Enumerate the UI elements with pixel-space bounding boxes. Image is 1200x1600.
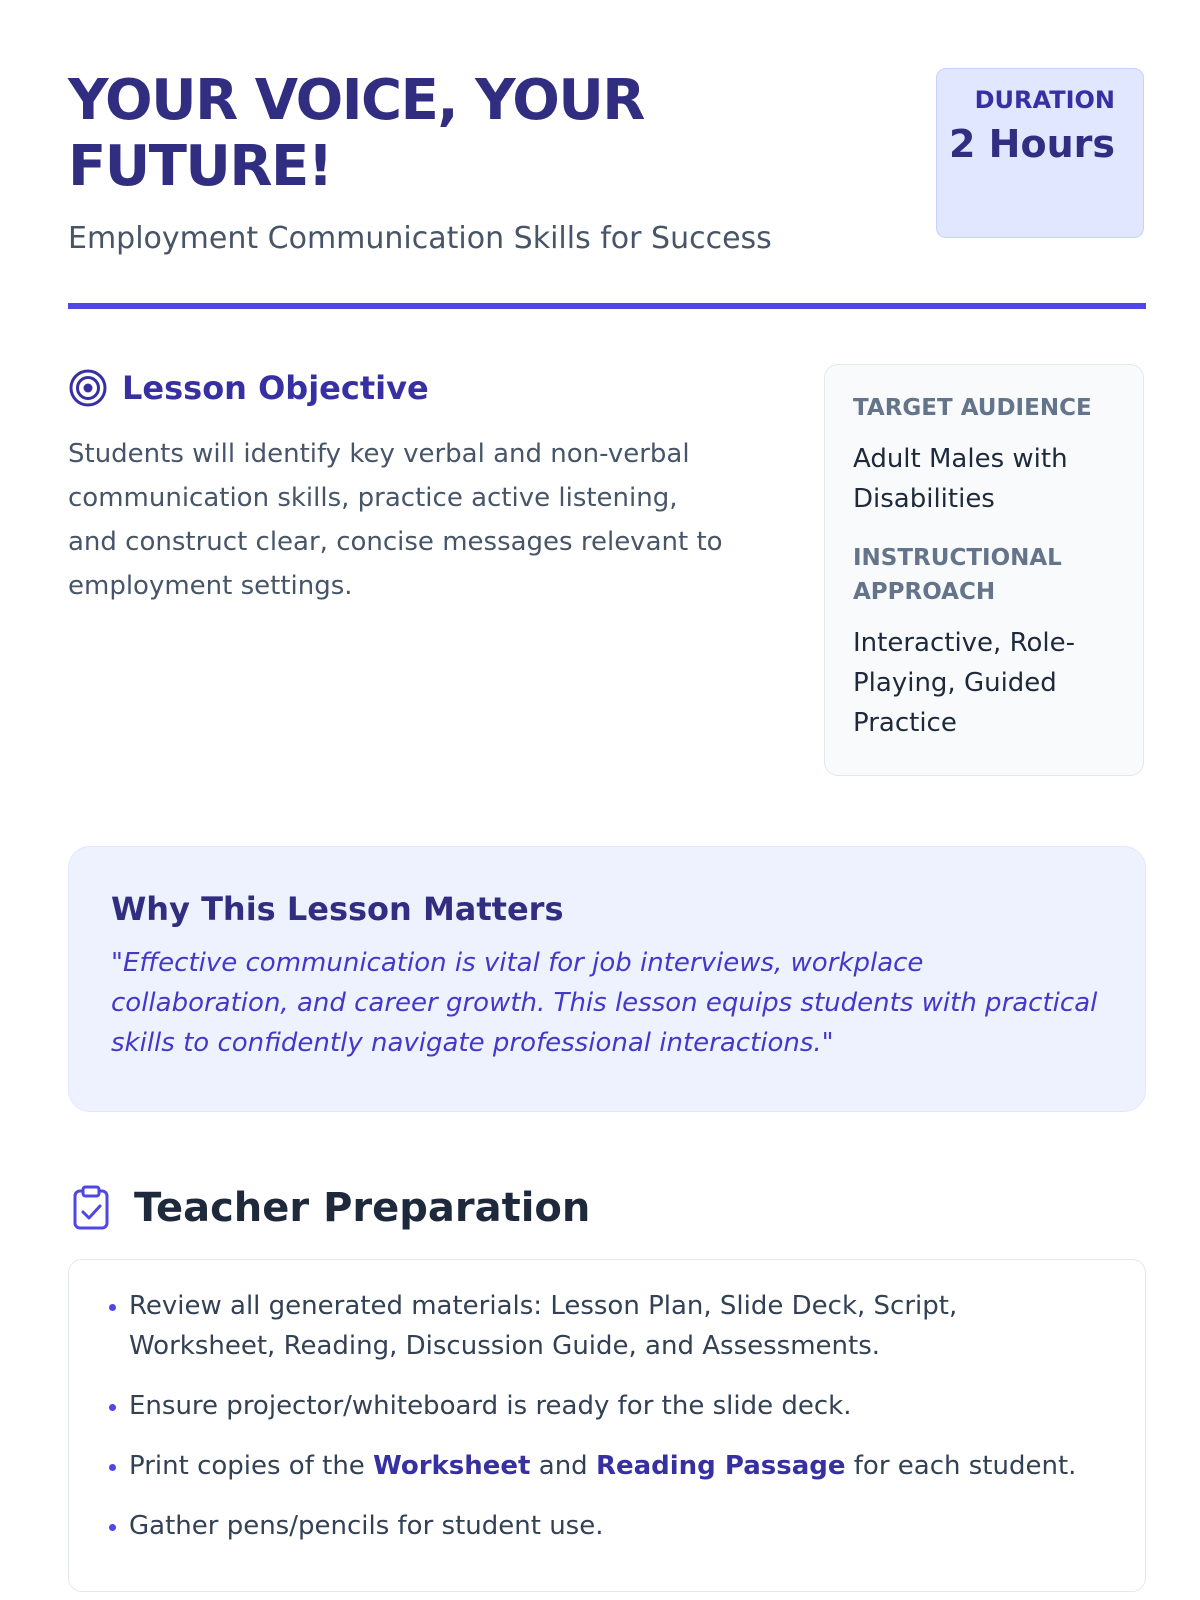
bullet-icon: [109, 1464, 116, 1471]
objective-section: [68, 364, 788, 608]
duration-badge: [936, 68, 1144, 238]
approach-label: INSTRUCTIONAL APPROACH: [853, 545, 1062, 605]
lesson-plan-page: [68, 0, 1146, 1541]
prep-item-text: Ensure projector/whiteboard is ready for the slide deck.: [129, 1391, 852, 1421]
prep-item-text-before: Print copies of the: [129, 1451, 374, 1481]
objective-heading: [68, 364, 788, 412]
prep-item-text-after: for each student.: [845, 1451, 1077, 1481]
why-title: Why This Lesson Matters: [111, 890, 564, 928]
target-icon: [68, 368, 108, 408]
teacher-prep-card: [68, 1259, 1146, 1592]
prep-item: [109, 1386, 1105, 1426]
prep-item-text: Gather pens/pencils for student use.: [129, 1511, 604, 1541]
bullet-icon: [109, 1404, 116, 1411]
prep-item: [109, 1506, 1105, 1546]
teacher-prep-heading: [68, 1180, 590, 1236]
header: [68, 0, 1146, 310]
audience-label: TARGET AUDIENCE: [853, 395, 1092, 421]
worksheet-highlight: Worksheet: [373, 1451, 531, 1481]
approach-value: Interactive, Role-Playing, Guided Practice: [853, 628, 1075, 738]
clipboard-check-icon: [68, 1185, 114, 1231]
teacher-prep-title: Teacher Preparation: [134, 1185, 591, 1231]
duration-value: 2 Hours: [949, 122, 1115, 166]
why-quote: "Effective communication is vital for job interviews, workplace collaboration, and career growth. This lesson equips students with practical skills to confidently navigate professional interactions.": [111, 948, 1098, 1058]
prep-item-text-and: and: [530, 1451, 596, 1481]
bullet-icon: [109, 1304, 116, 1311]
objective-title: Lesson Objective: [122, 369, 429, 407]
lesson-info-card: [824, 364, 1144, 776]
prep-item-text: Review all generated materials: Lesson Plan, Slide Deck, Script, Worksheet, Reading, Discussion Guide, and Assessments.: [129, 1291, 958, 1361]
bullet-icon: [109, 1524, 116, 1531]
reading-passage-highlight: Reading Passage: [595, 1451, 846, 1481]
prep-item: [109, 1446, 1105, 1486]
header-divider: [68, 303, 1146, 309]
page-title: YOUR VOICE, YOUR FUTURE!: [68, 68, 644, 199]
why-lesson-matters-box: [68, 846, 1146, 1112]
audience-value: Adult Males with Disabilities: [853, 444, 1068, 514]
teacher-prep-list: [109, 1286, 1105, 1546]
duration-label: DURATION: [974, 86, 1115, 114]
page-subtitle: Employment Communication Skills for Success: [68, 221, 772, 256]
prep-item: [109, 1286, 1105, 1366]
objective-text: Students will identify key verbal and non-verbal communication skills, practice active listening, and construct clear, concise messages relevant to employment settings.: [68, 439, 723, 601]
